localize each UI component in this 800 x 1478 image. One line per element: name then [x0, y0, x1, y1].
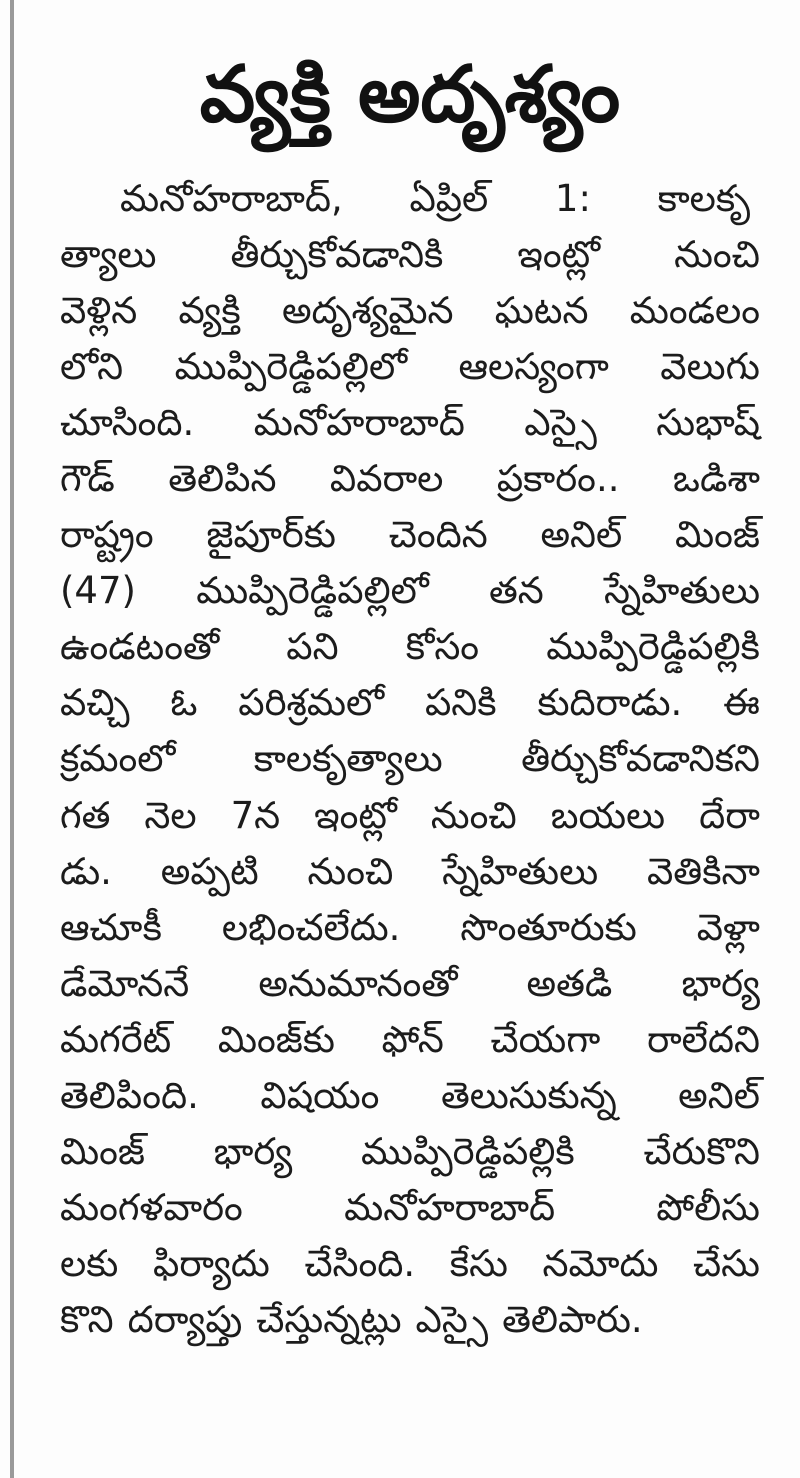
article-word: రాలేదని [646, 1017, 760, 1061]
article-word: ఎస్సై [524, 400, 597, 444]
article-line [60, 787, 760, 843]
article-word: అప్పటి [160, 849, 259, 893]
article-line [60, 899, 760, 955]
article-word: డు. [60, 849, 112, 893]
article-word: క్రమంలో [60, 737, 176, 781]
article-line [60, 338, 760, 394]
article-line [60, 675, 760, 731]
article-word: సుభాష్ [656, 400, 760, 444]
article-word: మింజ్‌కు [217, 1017, 335, 1061]
column-divider [10, 0, 14, 1478]
article-word: విషయం [260, 1074, 380, 1118]
article-word: స్నేహితులు [442, 849, 599, 893]
article-word: ప్రకారం.. [496, 457, 620, 501]
article-line [60, 507, 760, 563]
article-word: ముప్పిరెడ్డిపల్లికి [361, 1130, 575, 1174]
article-word: నుంచి [430, 793, 517, 837]
article-word: అతడి [526, 961, 613, 1005]
article-word: వెతికినా [646, 849, 760, 893]
article-word: తెలిపిన [168, 457, 277, 501]
article-word: చెందిన [388, 513, 488, 557]
article-word: తీర్చుకోవడానికని [521, 737, 760, 781]
article-word: 7న [230, 793, 281, 837]
article-word: ఆచూకీ [60, 905, 162, 949]
article-word: (47) [60, 569, 136, 613]
article-line [60, 843, 760, 899]
article-word: కాలకృ [657, 176, 750, 220]
article-word: దర్యాప్తు [127, 1298, 243, 1342]
article-word: నుంచి [674, 232, 760, 276]
article-word: నుంచి [307, 849, 394, 893]
article-line [60, 226, 760, 282]
article-word: పని [286, 625, 339, 669]
article-word: మగరేట్ [60, 1017, 172, 1061]
article-word: ఫోన్ [381, 1017, 444, 1061]
article-line [60, 1068, 760, 1124]
article-word: అనుమానంతో [258, 961, 458, 1005]
article-word: చేరుకొని [643, 1130, 760, 1174]
article-word: ఒడిశా [672, 457, 760, 501]
article-word: వెలుగు [660, 344, 760, 388]
article-word: బయలు [550, 793, 666, 837]
article-word: 1: [554, 176, 591, 220]
article-line [60, 1011, 760, 1067]
article-word: ముప్పిరెడ్డిపల్లిలో [196, 569, 429, 613]
article-word: ఉండటంతో [60, 625, 220, 669]
article-word: దేరా [699, 793, 760, 837]
article-line [60, 394, 760, 450]
article-word: సొంతూరుకు [460, 905, 637, 949]
article-line [60, 170, 760, 226]
article-line [60, 955, 760, 1011]
article-word: ముప్పిరెడ్డిపల్లిలో [174, 344, 408, 388]
article-word: ఏప్రిల్ [409, 176, 489, 220]
article-word: వెళ్లిన [60, 288, 138, 332]
article-word: చేయగా [490, 1017, 601, 1061]
article-word: కాలకృత్యాలు [253, 737, 443, 781]
article-word: ఓ [170, 681, 198, 725]
article-word: వివరాల [329, 457, 444, 501]
article-line [60, 450, 760, 506]
article-word: మనోహరాబాద్ [344, 1186, 556, 1230]
article-word: అదృశ్యమైన [281, 288, 454, 332]
article-line [60, 1124, 760, 1180]
article-line [60, 563, 760, 619]
article-word: చేస్తున్నట్లు [256, 1298, 402, 1342]
article-word: ఫిర్యాదు [152, 1242, 270, 1286]
article-word: త్యాలు [60, 232, 157, 276]
article-word: ఇంట్లో [314, 793, 397, 837]
article-line [60, 1236, 760, 1292]
article-word: తెలిపారు. [502, 1298, 643, 1342]
article-word: మింజ్ [675, 513, 760, 557]
article-word: ఘటన [494, 288, 589, 332]
article-line [60, 619, 760, 675]
article-word: మింజ్ [60, 1130, 145, 1174]
article-word: స్నేహితులు [604, 569, 760, 613]
article-word: లకు [60, 1242, 119, 1286]
article-word: పనికి [424, 681, 497, 725]
article-word: తీర్చుకోవడానికి [230, 232, 444, 276]
article-word: ఎస్సై [415, 1298, 489, 1342]
article-word: భార్య [213, 1130, 293, 1174]
article-word: చూసింది. [60, 400, 195, 444]
article-word: ముప్పిరెడ్డిపల్లికి [546, 625, 760, 669]
article-word: పోలీసు [656, 1186, 760, 1230]
article-word: వచ్చి [60, 681, 130, 725]
article-word: జైపూర్‌కు [206, 513, 336, 557]
article-word: తెలుసుకున్న [440, 1074, 617, 1118]
article-word: వెళ్లా [696, 905, 760, 949]
article-word: కోసం [405, 625, 480, 669]
article-word: కేసు [449, 1242, 508, 1286]
article-word: తెలిపింది. [60, 1074, 199, 1118]
article-word: అనిల్ [678, 1074, 760, 1118]
article-word: రాష్ట్రం [60, 513, 154, 557]
article-word: చేసు [693, 1242, 760, 1286]
article-word: మండలం [629, 288, 760, 332]
article-word: మనోహరాబాద్, [120, 176, 343, 220]
article-word: ఆలస్యంగా [458, 344, 609, 388]
article-word: మనోహరాబాద్ [253, 400, 465, 444]
article-word: నమోదు [542, 1242, 659, 1286]
article-word: చేసింది. [304, 1242, 416, 1286]
article-word: గౌడ్ [60, 457, 115, 501]
article-line [60, 1292, 760, 1348]
article-word: తన [488, 569, 544, 613]
article-word: కొని [60, 1298, 114, 1342]
article-word: మంగళవారం [60, 1186, 243, 1230]
article-word: అనిల్ [540, 513, 623, 557]
article-word: గత [60, 793, 111, 837]
article-word: లోని [60, 344, 124, 388]
article-line [60, 1180, 760, 1236]
article-word: డేమోననే [60, 961, 190, 1005]
article-word: పరిశ్రమలో [238, 681, 385, 725]
article-word: కుదిరాడు. [537, 681, 683, 725]
article-word: ఈ [723, 681, 760, 725]
article-body [60, 170, 760, 1348]
article-word: నెల [144, 793, 197, 837]
headline: వ్యక్తి అదృశ్యం [199, 50, 621, 140]
article-line [60, 282, 760, 338]
article-word: ఇంట్లో [517, 232, 601, 276]
article-line [60, 731, 760, 787]
article-word: లభించలేదు. [221, 905, 401, 949]
article-word: వ్యక్తి [178, 288, 241, 332]
news-article [60, 40, 760, 1348]
article-word: భార్య [681, 961, 760, 1005]
